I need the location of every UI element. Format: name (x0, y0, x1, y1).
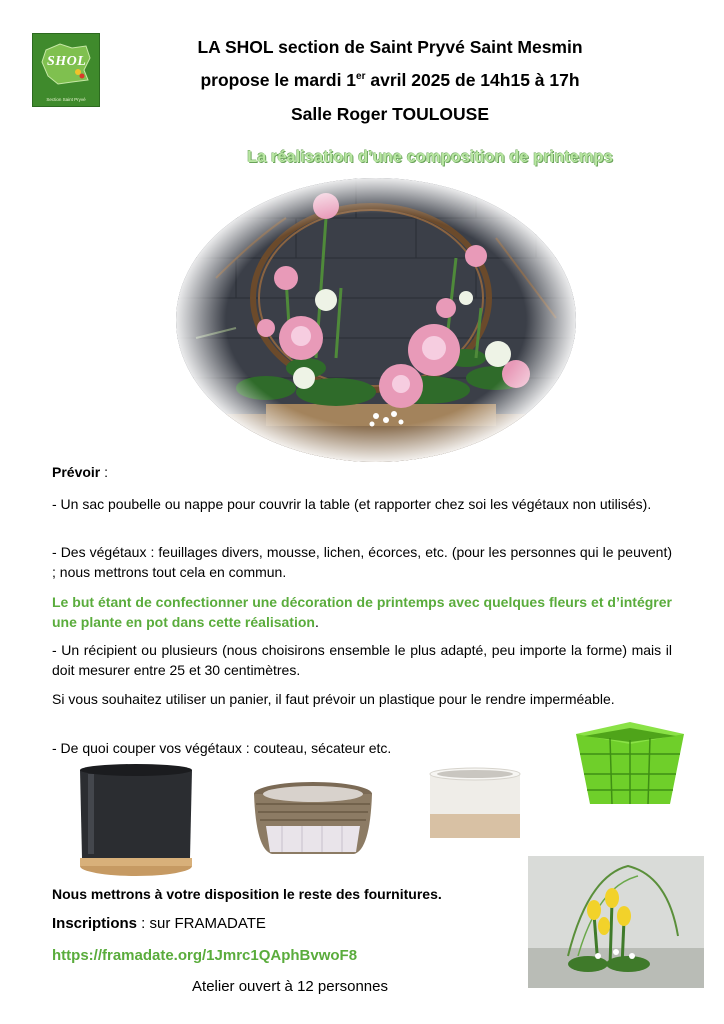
header-line-3: Salle Roger TOULOUSE (290, 104, 490, 124)
logo-text: SHOL (47, 54, 87, 69)
black-pot-image (78, 762, 194, 880)
item-couper: - De quoi couper vos végétaux : couteau, sécateur etc. (52, 740, 392, 756)
goal-text (52, 592, 672, 632)
goal-highlight: Le but étant de confectionner une décoration de printemps avec quelques fleurs et d’intégrer une plante en pot dans cette réalisation (52, 594, 672, 630)
item-recipient: - Un récipient ou plusieurs (nous choisirons ensemble le plus adapté, peu importe la forme) mais il doit mesurer entre 25 et 30 centimètres. (52, 642, 672, 678)
item-sac: - Un sac poubelle ou nappe pour couvrir la table (et rapporter chez soi les végétaux non utilisés). (52, 496, 652, 512)
wicker-basket-image (252, 780, 374, 860)
inscriptions-label: Inscriptions (52, 915, 138, 932)
inscriptions-text (52, 914, 512, 934)
header-line-2 (110, 70, 670, 91)
green-basket-image (570, 718, 690, 810)
item-vegetaux: - Des végétaux : feuillages divers, mousse, lichen, écorces, etc. (pour les personnes qui le peuvent) ; nous mettrons tout cela en commun. (52, 544, 672, 580)
prevoir-heading (52, 462, 672, 482)
date-text: propose le mardi 1 (200, 70, 357, 90)
framadate-link[interactable]: https://framadate.org/1Jmrc1QAphBvwoF8 (52, 947, 358, 964)
capacity-text: Atelier ouvert à 12 personnes (192, 978, 388, 995)
workshop-title: La réalisation d’une composition de printemps (247, 148, 613, 166)
date-superscript: er (356, 71, 366, 82)
ceramic-pot-image (428, 766, 522, 842)
item-panier: Si vous souhaitez utiliser un panier, il faut prévoir un plastique pour le rendre imperméable. (52, 691, 615, 707)
shol-logo (32, 33, 100, 107)
logo-subtitle: Section Saint Pryvé (46, 97, 86, 102)
spring-composition-photo (176, 178, 576, 462)
tulip-arrangement-image (528, 856, 704, 988)
goal-end: . (314, 614, 319, 630)
inscriptions-value: : sur FRAMADATE (137, 915, 266, 932)
prevoir-label: Prévoir (52, 464, 101, 480)
header-line-1: LA SHOL section de Saint Pryvé Saint Mesmin (197, 37, 583, 57)
fournitures-text: Nous mettrons à votre disposition le reste des fournitures. (52, 886, 442, 902)
prevoir-suffix: : (100, 464, 109, 480)
time-text: avril 2025 de 14h15 à 17h (365, 70, 580, 90)
